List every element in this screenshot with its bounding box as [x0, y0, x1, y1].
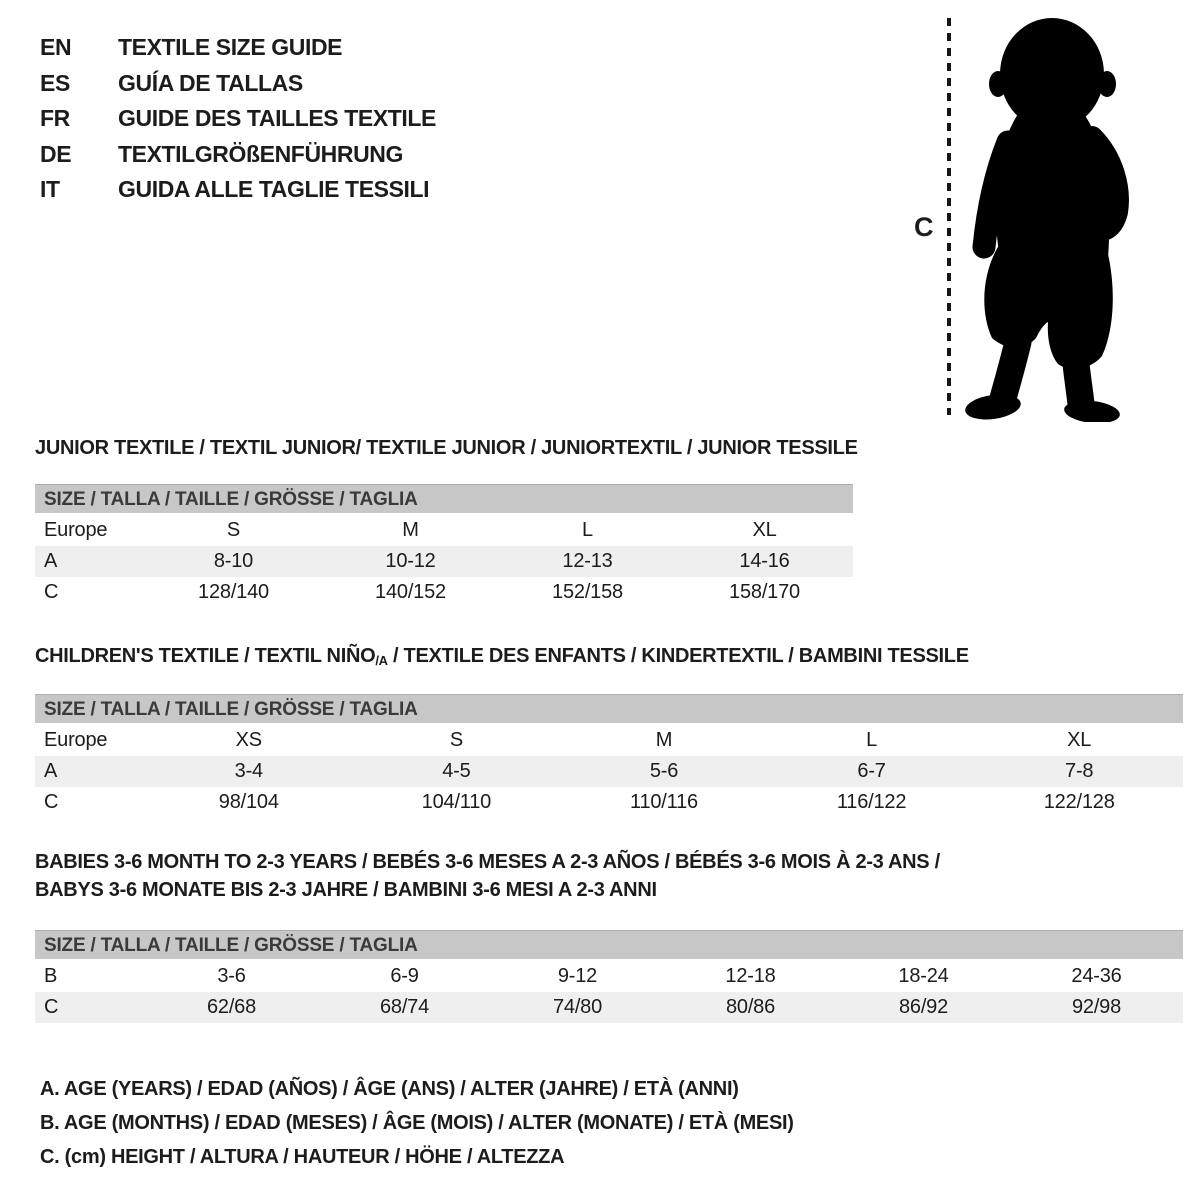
- language-row: [40, 66, 436, 102]
- table-row: [35, 756, 1183, 787]
- value-cell: 8-10: [145, 546, 322, 577]
- value-cell: 68/74: [318, 992, 491, 1023]
- measurement-legend: [40, 1072, 794, 1174]
- table-row: [35, 546, 853, 577]
- row-label-cell: C: [35, 787, 145, 818]
- col-header-cell: M: [322, 515, 499, 546]
- col-header-cell: L: [499, 515, 676, 546]
- children-title-sub: /A: [375, 653, 388, 668]
- size-header-bar: SIZE / TALLA / TAILLE / GRÖSSE / TAGLIA: [35, 484, 853, 513]
- row-label-cell: A: [35, 546, 145, 577]
- junior-section-title: JUNIOR TEXTILE / TEXTIL JUNIOR/ TEXTILE JUNIOR / JUNIORTEXTIL / JUNIOR TESSILE: [35, 437, 858, 459]
- value-cell: 24-36: [1010, 961, 1183, 992]
- col-header-cell: S: [145, 515, 322, 546]
- language-code: ES: [40, 69, 70, 96]
- language-row: [40, 137, 436, 173]
- row-label-cell: C: [35, 577, 145, 608]
- legend-line-b: B. AGE (MONTHS) / EDAD (MESES) / ÂGE (MOIS) / ALTER (MONATE) / ETÀ (MESI): [40, 1112, 794, 1134]
- measure-label-c: C: [914, 212, 934, 242]
- table-header-row: [35, 725, 1183, 756]
- table-header-row: [35, 515, 853, 546]
- col-header-cell: S: [353, 725, 561, 756]
- col-header-cell: XL: [975, 725, 1183, 756]
- guide-title: GUIDE DES TAILLES TEXTILE: [118, 105, 436, 131]
- children-title-main: CHILDREN'S TEXTILE / TEXTIL NIÑO: [35, 645, 376, 667]
- col-header-cell: XS: [145, 725, 353, 756]
- language-code: IT: [40, 176, 60, 202]
- language-code: EN: [40, 34, 72, 60]
- value-cell: 5-6: [560, 756, 768, 787]
- value-cell: 98/104: [145, 787, 353, 818]
- junior-section: [35, 437, 858, 608]
- language-title-block: [40, 30, 436, 208]
- value-cell: 3-4: [145, 756, 353, 787]
- guide-title: GUÍA DE TALLAS: [118, 69, 303, 96]
- value-cell: 158/170: [676, 577, 853, 608]
- value-cell: 12-18: [664, 961, 837, 992]
- value-cell: 86/92: [837, 992, 1010, 1023]
- babies-size-table: [35, 961, 1183, 1023]
- babies-section-title-line2: BABYS 3-6 MONATE BIS 2-3 JAHRE / BAMBINI 3-6 MESI A 2-3 ANNI: [35, 879, 657, 901]
- value-cell: 7-8: [975, 756, 1183, 787]
- col-header-cell: Europe: [35, 515, 145, 546]
- legend-line-c: C. (cm) HEIGHT / ALTURA / HAUTEUR / HÖHE / ALTEZZA: [40, 1146, 565, 1168]
- value-cell: 12-13: [499, 546, 676, 577]
- table-row: [35, 961, 1183, 992]
- size-header-bar: SIZE / TALLA / TAILLE / GRÖSSE / TAGLIA: [35, 694, 1183, 723]
- guide-title: TEXTILE SIZE GUIDE: [118, 34, 343, 60]
- babies-section: [35, 848, 1183, 1023]
- value-cell: 116/122: [768, 787, 976, 818]
- children-title-rest: / TEXTILE DES ENFANTS / KINDERTEXTIL / BAMBINI TESSILE: [387, 645, 969, 667]
- value-cell: 122/128: [975, 787, 1183, 818]
- guide-title: TEXTILGRÖßENFÜHRUNG: [118, 140, 403, 167]
- value-cell: 140/152: [322, 577, 499, 608]
- value-cell: 3-6: [145, 961, 318, 992]
- value-cell: 4-5: [353, 756, 561, 787]
- language-code: DE: [40, 140, 72, 167]
- value-cell: 6-7: [768, 756, 976, 787]
- value-cell: 14-16: [676, 546, 853, 577]
- children-section-title: [35, 645, 1183, 669]
- table-row: [35, 992, 1183, 1023]
- row-label-cell: C: [35, 992, 145, 1023]
- col-header-cell: L: [768, 725, 976, 756]
- babies-section-title-line1: BABIES 3-6 MONTH TO 2-3 YEARS / BEBÉS 3-6 MESES A 2-3 AÑOS / BÉBÉS 3-6 MOIS À 2-3 ANS /: [35, 851, 940, 873]
- junior-size-table: [35, 515, 853, 608]
- value-cell: 62/68: [145, 992, 318, 1023]
- height-measure-dashed-line: [947, 18, 951, 415]
- value-cell: 80/86: [664, 992, 837, 1023]
- col-header-cell: XL: [676, 515, 853, 546]
- value-cell: 74/80: [491, 992, 664, 1023]
- children-size-table: [35, 725, 1183, 818]
- language-code: FR: [40, 105, 70, 131]
- value-cell: 104/110: [353, 787, 561, 818]
- row-label-cell: A: [35, 756, 145, 787]
- guide-title: GUIDA ALLE TAGLIE TESSILI: [118, 176, 430, 202]
- table-row: [35, 787, 1183, 818]
- children-section: [35, 645, 1183, 818]
- col-header-cell: Europe: [35, 725, 145, 756]
- value-cell: 10-12: [322, 546, 499, 577]
- table-row: [35, 577, 853, 608]
- legend-line-a: A. AGE (YEARS) / EDAD (AÑOS) / ÂGE (ANS) / ALTER (JAHRE) / ETÀ (ANNI): [40, 1078, 739, 1100]
- value-cell: 152/158: [499, 577, 676, 608]
- value-cell: 110/116: [560, 787, 768, 818]
- value-cell: 92/98: [1010, 992, 1183, 1023]
- col-header-cell: M: [560, 725, 768, 756]
- language-row: [40, 101, 436, 137]
- value-cell: 6-9: [318, 961, 491, 992]
- size-header-bar: SIZE / TALLA / TAILLE / GRÖSSE / TAGLIA: [35, 930, 1183, 959]
- row-label-cell: B: [35, 961, 145, 992]
- value-cell: 128/140: [145, 577, 322, 608]
- value-cell: 18-24: [837, 961, 1010, 992]
- value-cell: 9-12: [491, 961, 664, 992]
- language-row: [40, 172, 436, 208]
- language-row: [40, 30, 436, 66]
- toddler-silhouette-icon: [960, 12, 1142, 422]
